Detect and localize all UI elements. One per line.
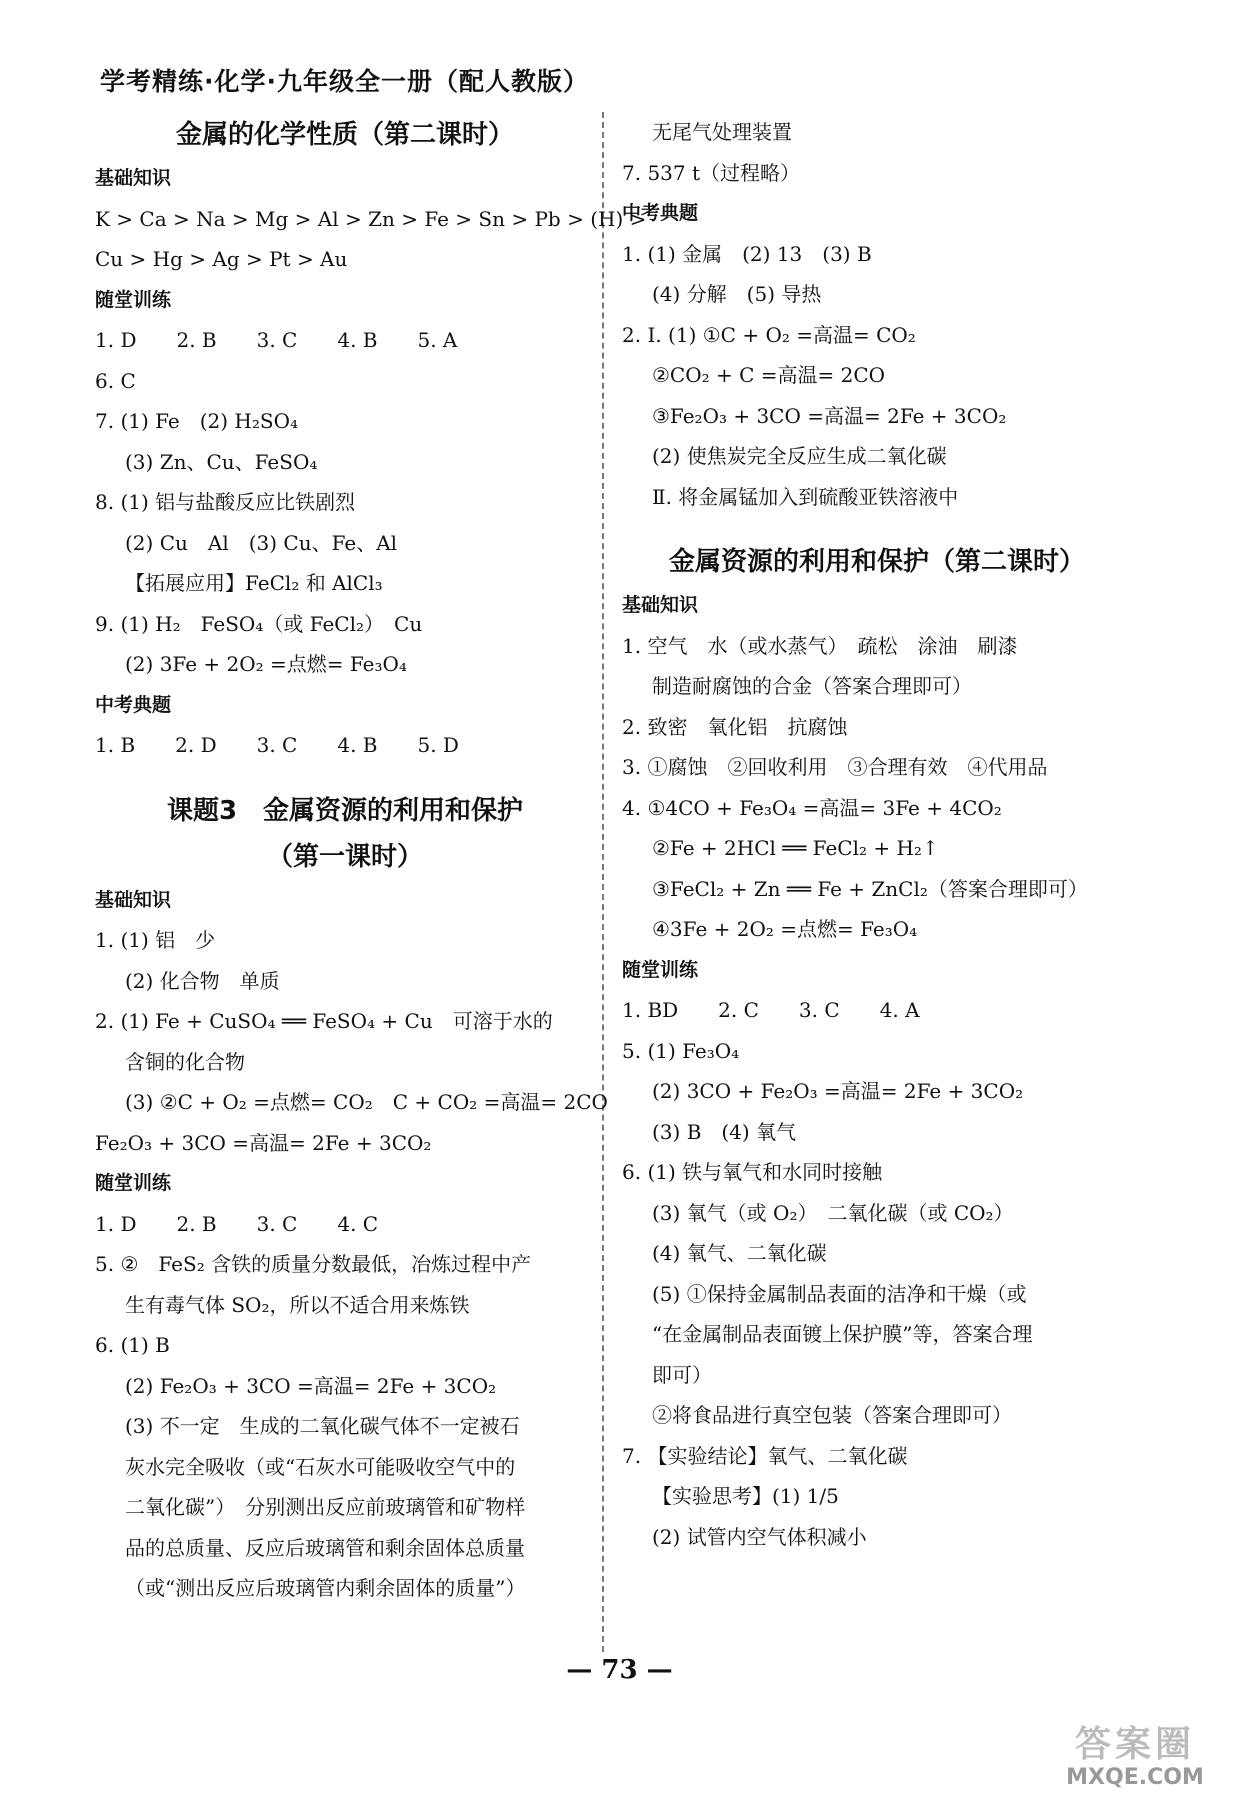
answer-line: Fe₂O₃ + 3CO =高温= 2Fe + 3CO₂ <box>95 1130 432 1155</box>
answer-line: (4) 分解 (5) 导热 <box>652 282 822 306</box>
answer-line: ③FeCl₂ + Zn ══ Fe + ZnCl₂（答案合理即可） <box>652 876 1088 901</box>
answer-line: Ⅱ. 将金属锰加入到硫酸亚铁溶液中 <box>652 484 959 509</box>
answer-line: 【拓展应用】FeCl₂ 和 AlCl₃ <box>125 571 383 595</box>
page-number: — 73 — <box>566 1655 673 1685</box>
watermark-logo <box>1040 1725 1230 1795</box>
subsection-heading: 基础知识 <box>95 888 172 911</box>
answer-line: (3) 氧气（或 O₂） 二氧化碳（或 CO₂） <box>652 1200 1014 1225</box>
watermark-line1: 答案圈 <box>1074 1724 1195 1765</box>
answer-line: 2. (1) Fe + CuSO₄ ══ FeSO₄ + Cu 可溶于水的 <box>95 1009 553 1033</box>
answer-line: (2) 试管内空气体积减小 <box>652 1524 867 1549</box>
answer-line: 品的总质量、反应后玻璃管和剩余固体总质量 <box>125 1535 525 1560</box>
answer-line: 即可） <box>652 1362 712 1387</box>
answer-line: 含铜的化合物 <box>125 1049 245 1074</box>
subsection-heading: 基础知识 <box>622 594 699 616</box>
answer-line: 1. D 2. B 3. C 4. C <box>95 1211 379 1236</box>
answer-line: (3) B (4) 氧气 <box>652 1119 797 1144</box>
answer-line: 4. ①4CO + Fe₃O₄ =高温= 3Fe + 4CO₂ <box>622 795 1002 820</box>
answer-line: 2. 致密 氧化铝 抗腐蚀 <box>622 714 848 739</box>
answer-line: 1. BD 2. C 3. C 4. A <box>622 998 920 1022</box>
answer-line: （或“测出反应后玻璃管内剩余固体的质量”） <box>125 1576 526 1600</box>
answer-line: 灰水完全吸收（或“石灰水可能吸收空气中的 <box>125 1454 516 1479</box>
answer-line: “在金属制品表面镀上保护膜”等，答案合理 <box>652 1322 1033 1346</box>
answer-line: (3) Zn、Cu、FeSO₄ <box>125 449 318 474</box>
answer-line: ②Fe + 2HCl ══ FeCl₂ + H₂↑ <box>652 836 939 860</box>
subsection-heading: 随堂训练 <box>622 958 699 981</box>
answer-line: ③Fe₂O₃ + 3CO =高温= 2Fe + 3CO₂ <box>652 403 1007 428</box>
answer-line: K > Ca > Na > Mg > Al > Zn > Fe > Sn > Pb > (H) > <box>95 206 647 231</box>
column-divider <box>602 112 604 1652</box>
subsection-heading: 基础知识 <box>95 167 172 189</box>
page-header: 学考精练·化学·九年级全一册（配人教版） <box>100 67 589 96</box>
answer-line: 2. Ⅰ. (1) ①C + O₂ =高温= CO₂ <box>622 322 916 347</box>
answer-line: (2) Cu Al (3) Cu、Fe、Al <box>125 530 398 555</box>
subsection-heading: 中考典题 <box>622 202 699 224</box>
section-gap <box>95 766 595 788</box>
answer-line: 6. C <box>95 368 136 393</box>
subsection-heading: 随堂训练 <box>95 1172 172 1194</box>
answer-line: (2) Fe₂O₃ + 3CO =高温= 2Fe + 3CO₂ <box>125 1373 497 1398</box>
section-title: 金属资源的利用和保护（第二课时） <box>668 547 1085 577</box>
answer-line: (2) 使焦炭完全反应生成二氧化碳 <box>652 444 947 468</box>
answer-line: 制造耐腐蚀的合金（答案合理即可） <box>652 674 972 698</box>
answer-line: (5) ①保持金属制品表面的洁净和干燥（或 <box>652 1281 1027 1306</box>
answer-line: 7. 【实验结论】氧气、二氧化碳 <box>622 1443 908 1468</box>
answer-line: ②CO₂ + C =高温= 2CO <box>652 363 886 387</box>
answer-line: 5. (1) Fe₃O₄ <box>622 1038 740 1063</box>
answer-line: 无尾气处理装置 <box>652 120 792 144</box>
answer-line: 7. (1) Fe (2) H₂SO₄ <box>95 409 299 433</box>
answer-line: 6. (1) 铁与氧气和水同时接触 <box>622 1160 883 1184</box>
answer-line: (4) 氧气、二氧化碳 <box>652 1241 827 1265</box>
answer-line: Cu > Hg > Ag > Pt > Au <box>95 247 348 271</box>
answer-line: (3) ②C + O₂ =点燃= CO₂ C + CO₂ =高温= 2CO <box>125 1090 608 1114</box>
answer-line: (2) 化合物 单质 <box>125 968 280 993</box>
answer-line: 9. (1) H₂ FeSO₄（或 FeCl₂） Cu <box>95 611 423 636</box>
answer-line: 1. D 2. B 3. C 4. B 5. A <box>95 328 458 352</box>
answer-line: (2) 3Fe + 2O₂ =点燃= Fe₃O₄ <box>125 652 407 676</box>
left-column <box>95 112 647 1609</box>
answer-line: 1. (1) 金属 (2) 13 (3) B <box>622 241 872 266</box>
answer-line: (3) 不一定 生成的二氧化碳气体不一定被石 <box>125 1414 520 1438</box>
answer-line: ②将食品进行真空包装（答案合理即可） <box>652 1403 1012 1427</box>
answer-line: 1. (1) 铝 少 <box>95 928 216 952</box>
answer-line: 1. B 2. D 3. C 4. B 5. D <box>95 733 459 757</box>
section-title: 课题3 金属资源的利用和保护 <box>166 795 524 826</box>
answer-line: 6. (1) B <box>95 1333 170 1357</box>
answer-line: ④3Fe + 2O₂ =点燃= Fe₃O₄ <box>652 917 918 941</box>
section-gap <box>622 517 1132 539</box>
right-column <box>622 112 1132 1557</box>
section-title: 金属的化学性质（第二课时） <box>175 120 514 150</box>
answer-line: 3. ①腐蚀 ②回收利用 ③合理有效 ④代用品 <box>622 755 1048 779</box>
section-title: （第一课时） <box>266 841 423 872</box>
answer-line: 8. (1) 铝与盐酸反应比铁剧烈 <box>95 490 356 514</box>
answer-line: 【实验思考】(1) 1/5 <box>652 1484 839 1508</box>
answer-line: 7. 537 t（过程略） <box>622 160 801 185</box>
answer-line: 生有毒气体 SO₂，所以不适合用来炼铁 <box>125 1292 470 1317</box>
subsection-heading: 随堂训练 <box>95 288 172 311</box>
answer-line: 5. ② FeS₂ 含铁的质量分数最低，冶炼过程中产 <box>95 1252 532 1276</box>
subsection-heading: 中考典题 <box>95 693 172 716</box>
answer-line: (2) 3CO + Fe₂O₃ =高温= 2Fe + 3CO₂ <box>652 1079 1024 1103</box>
answer-line: 二氧化碳”） 分别测出反应前玻璃管和矿物样 <box>125 1495 526 1519</box>
answer-line: 1. 空气 水（或水蒸气） 疏松 涂油 刷漆 <box>622 633 1018 658</box>
watermark-line2: MXQE.COM <box>1066 1765 1204 1790</box>
